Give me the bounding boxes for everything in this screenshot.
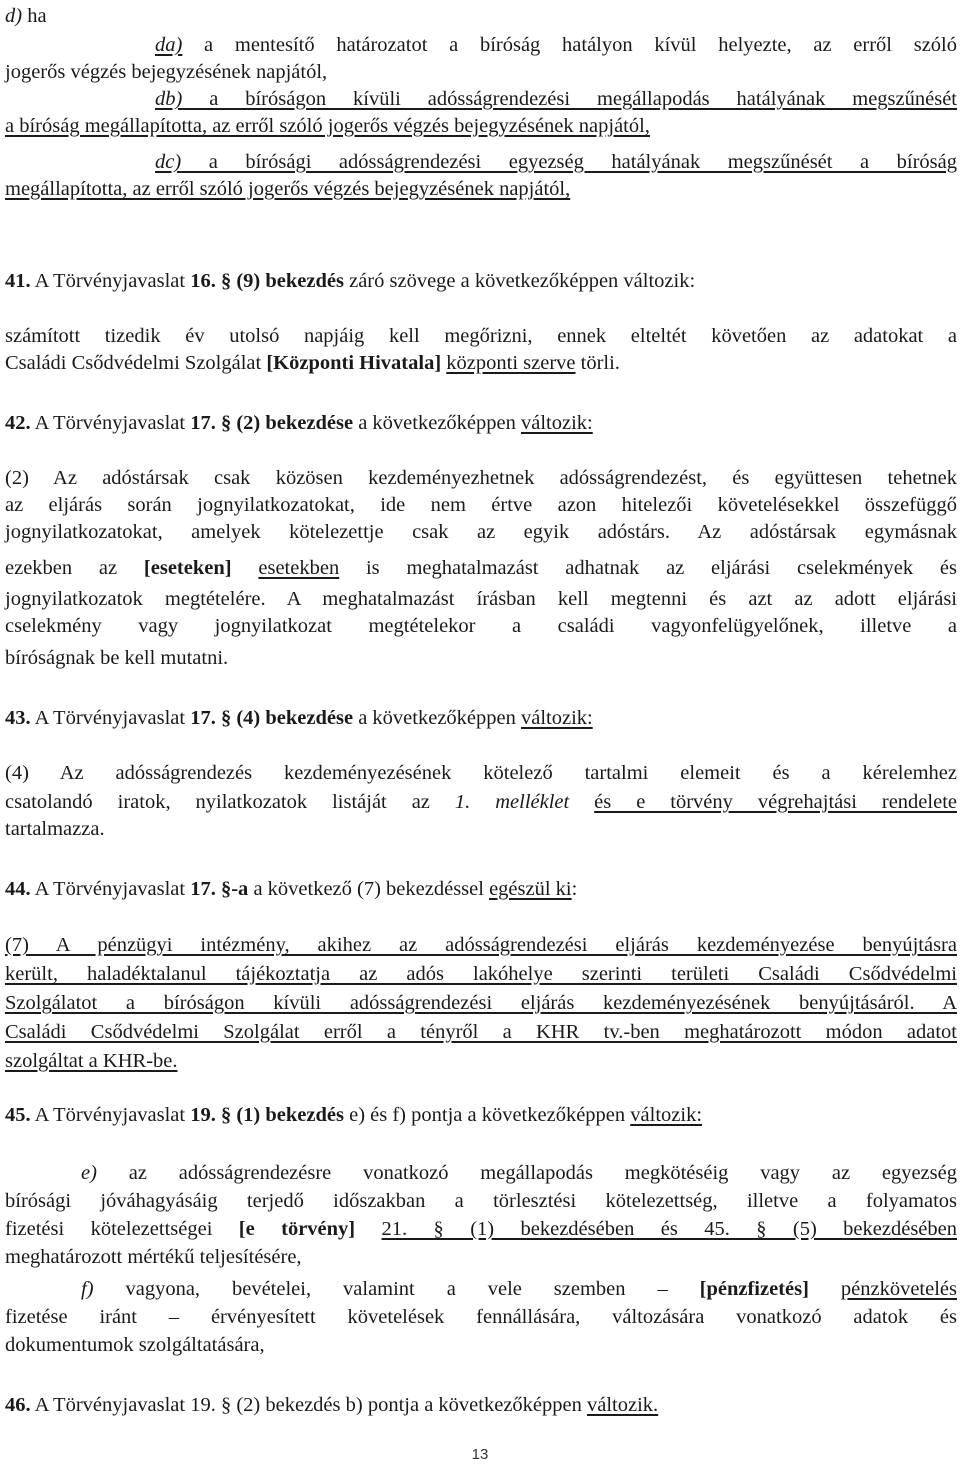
section-42-text-6: cselekmény vagy jognyilatkozat megtételekor a családi vagyonfelügyelőnek, illetve a (5, 615, 957, 637)
section-44-heading: 44. A Törvényjavaslat 17. §-a a következő (7) bekezdéssel egészül ki: (5, 878, 578, 900)
deleted-text: [e törvény] (238, 1218, 356, 1240)
point-e-line-1: e) az adósságrendezésre vonatkozó megállapodás megkötéséig vagy az egyezség (81, 1162, 957, 1184)
point-dc-line: dc) a bírósági adósságrendezési egyezség hatályának megszűnését a bíróság (155, 151, 957, 173)
point-db-label: db) (155, 88, 183, 110)
section-46-heading: 46. A Törvényjavaslat 19. § (2) bekezdés b) pontja a következőképpen változik. (5, 1394, 659, 1416)
point-f-line-3: dokumentumok szolgáltatására, (5, 1334, 265, 1356)
point-e-line-3: fizetési kötelezettségei [e törvény] 21. § (1) bekezdésében és 45. § (5) bekezdésében (5, 1218, 957, 1240)
point-db-cont: a bíróság megállapította, az erről szóló jogerős végzés bejegyzésének napjától, (5, 115, 650, 137)
deleted-text: [eseteken] (143, 557, 232, 579)
inserted-text: központi szerve (446, 352, 576, 374)
point-db-line: db) a bíróságon kívüli adósságrendezési megállapodás hatályának megszűnését (155, 88, 957, 110)
point-da-line: da) a mentesítő határozatot a bíróság hatályon kívül helyezte, az erről szóló (155, 34, 957, 56)
point-d-line: d) ha (5, 5, 47, 27)
section-43-text-3: tartalmazza. (5, 818, 105, 840)
point-f-line-1: f) vagyona, bevételei, valamint a vele szemben – [pénzfizetés] pénzkövetelés (81, 1278, 957, 1300)
deleted-text: [pénzfizetés] (699, 1278, 809, 1300)
section-43-text-2: csatolandó iratok, nyilatkozatok listáját az 1. melléklet és e törvény végrehajtási rendelete (5, 791, 957, 813)
inserted-text: pénzkövetelés (840, 1278, 957, 1300)
section-42-text-2: az eljárás során jognyilatkozatokat, ide nem értve azon hitelezői követelésekkel összefüggő (5, 494, 957, 516)
point-dc-cont: megállapította, az erről szóló jogerős végzés bejegyzésének napjától, (5, 178, 571, 200)
section-44-text-1: (7) A pénzügyi intézmény, akihez az adósságrendezési eljárás kezdeményezése benyújtásra (5, 934, 957, 956)
point-e-label: e) (81, 1162, 97, 1184)
section-41-text-1: számított tizedik év utolsó napjáig kell megőrizni, ennek elteltét követően az adatokat a (5, 325, 957, 347)
point-f-label: f) (81, 1278, 94, 1300)
point-d-label: d) (5, 5, 23, 27)
section-41-heading: 41. A Törvényjavaslat 16. § (9) bekezdés záró szövege a következőképpen változik: (5, 270, 696, 292)
inserted-text: és e törvény végrehajtási rendelete (594, 791, 957, 813)
point-e-line-2: bírósági jóváhagyásáig terjedő időszakban a törlesztési kötelezettség, illetve a folyamatos (5, 1190, 957, 1212)
section-41-text-2: Családi Csődvédelmi Szolgálat [Központi Hivatala] központi szerve törli. (5, 352, 620, 374)
section-44-text-3: Szolgálatot a bíróságon kívüli adósságrendezési eljárás kezdeményezésének benyújtásáról. A (5, 992, 957, 1014)
point-da-cont: jogerős végzés bejegyzésének napjától, (5, 61, 328, 83)
inserted-text: 21. § (1) bekezdésében és 45. § (5) bekezdésében (381, 1218, 957, 1240)
section-42-text-5: jognyilatkozatok megtételére. A meghatalmazást írásban kell megtenni és azt az adott eljárási (5, 588, 957, 610)
inserted-text: esetekben (258, 557, 340, 579)
section-42-text-4: ezekben az [eseteken] esetekben is meghatalmazást adhatnak az eljárási cselekmények és (5, 557, 958, 579)
section-42-heading: 42. A Törvényjavaslat 17. § (2) bekezdése a következőképpen változik: (5, 412, 593, 434)
section-44-text-2: került, haladéktalanul tájékoztatja az adós lakóhelye szerinti területi Családi Csődvédelmi (5, 963, 957, 985)
point-f-line-2: fizetése iránt – érvényesített követelések fennállására, változására vonatkozó adatok és (5, 1306, 957, 1328)
section-42-text-7: bíróságnak be kell mutatni. (5, 647, 229, 669)
deleted-text: [Központi Hivatala] (266, 352, 442, 374)
page-number: 13 (471, 1446, 489, 1463)
section-44-text-4: Családi Csődvédelmi Szolgálat erről a tényről a KHR tv.-ben meghatározott módon adatot (5, 1021, 957, 1043)
point-da-label: da) (155, 34, 183, 56)
point-dc-label: dc) (155, 151, 182, 173)
section-43-heading: 43. A Törvényjavaslat 17. § (4) bekezdése a következőképpen változik: (5, 707, 593, 729)
section-45-heading: 45. A Törvényjavaslat 19. § (1) bekezdés e) és f) pontja a következőképpen változik: (5, 1104, 703, 1126)
section-42-text-1: (2) Az adóstársak csak közösen kezdeményezhetnek adósságrendezést, és együttesen tehetnek (5, 467, 957, 489)
section-42-text-3: jognyilatkozatokat, amelyek kötelezettje csak az egyik adóstárs. Az adóstársak egymásnak (5, 521, 957, 543)
section-43-text-1: (4) Az adósságrendezés kezdeményezésének kötelező tartalmi elemeit és a kérelemhez (5, 762, 957, 784)
point-e-line-4: meghatározott mértékű teljesítésére, (5, 1246, 302, 1268)
section-44-text-5: szolgáltat a KHR-be. (5, 1050, 178, 1072)
